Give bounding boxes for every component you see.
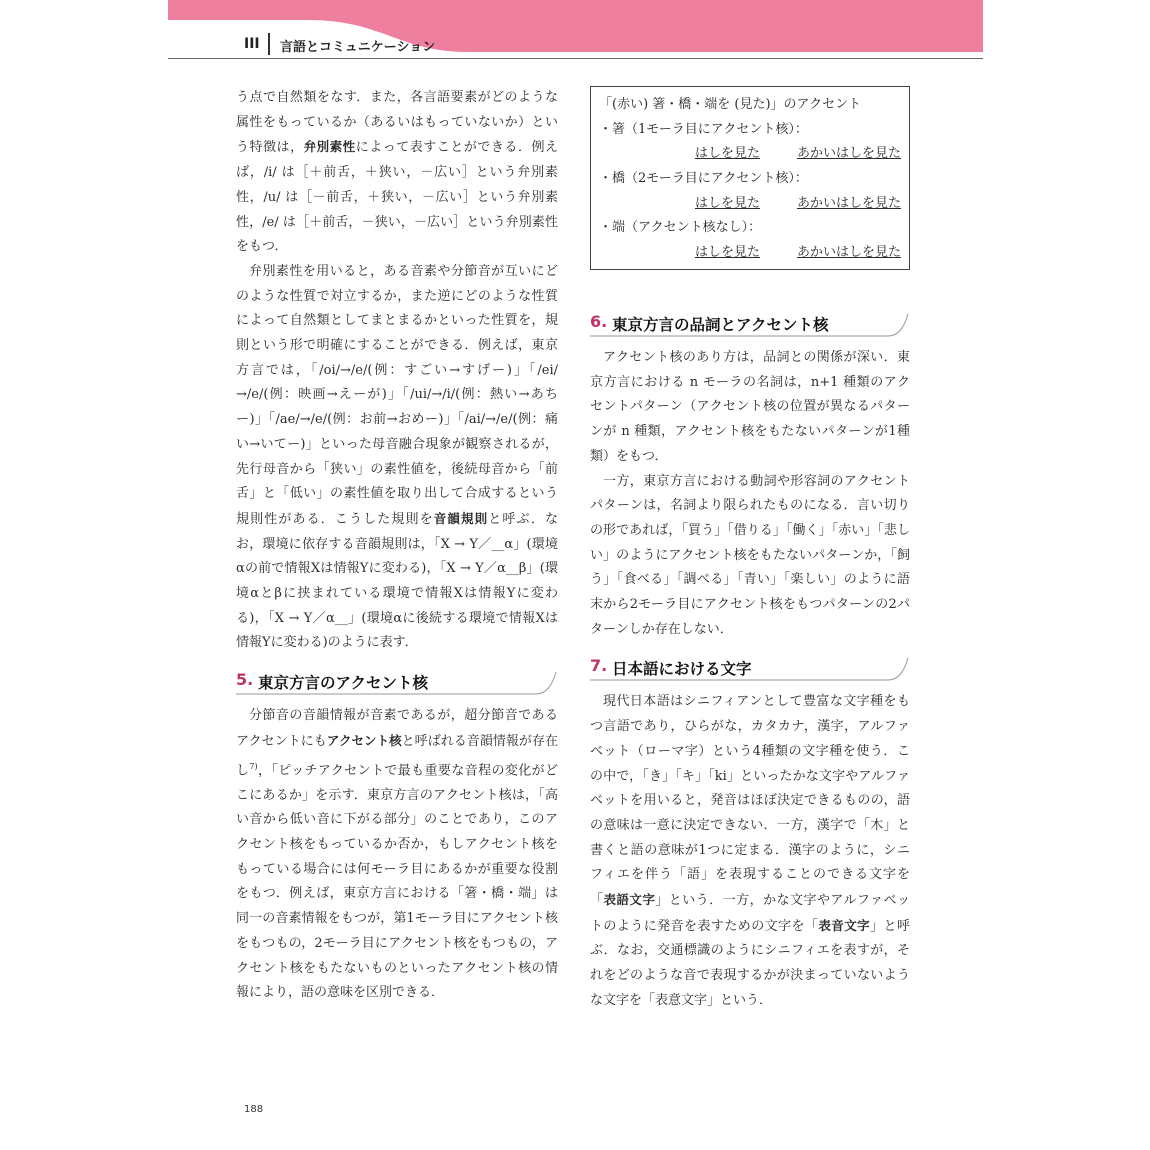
section-heading-5: [236, 666, 558, 696]
section-heading-6: [590, 308, 910, 338]
example-phrase: あかいはしを見た: [797, 245, 902, 261]
example-word: はしを見た: [695, 195, 761, 211]
term-distinctive-feature: 弁別素性: [303, 139, 356, 155]
footnote-ref: 7): [249, 761, 258, 771]
paragraph-writing-systems: 現代日本語はシニフィアンとして豊富な文字種をもつ言語であり，ひらがな，カタカナ，漢字，アルファベット（ローマ字）という4種類の文字種を使う．この中で，「き」「キ」「ki」といったかな文字やアルファベットを用いると，発音はほぼ決定できるものの，語の意味は一意に決定できない．一方，漢字で「木」と書くと語の意味が1つに定まる．漢字のように，シニフィエを伴う「語」を表現することのできる文字を「表語文字」という．一方，かな文字やアルファベットのように発音を表すための文字を「表音文字」と呼ぶ．なお，交通標識のようにシニフィエを表すが，それをどのような音で表現するかが決まっていないような文字を「表意文字」という．: [590, 694, 910, 1008]
section-title: 日本語における文字: [612, 660, 752, 679]
section-title: 東京方言のアクセント核: [258, 674, 429, 693]
term-phonological-rule: 音韻規則: [433, 510, 489, 526]
header-separator: [268, 33, 270, 55]
accent-example-box: [590, 86, 910, 270]
term-accent-nucleus: アクセント核: [326, 732, 402, 748]
paragraph-distinctive-features: う点で自然類をなす．また，各言語要素がどのような属性をもっているか（あるいはもっていないか）という特徴は，弁別素性によって表すことができる．例えば，/i/ は［＋前舌，＋狭い，－広い］という弁別素性，/u/ は［－前舌，＋狭い，－広い］という弁別素性，/e/ は［＋前舌，－狭い，－広い］という弁別素性をもつ．: [236, 90, 558, 255]
example-label: ・端（アクセント核なし）：: [599, 220, 762, 236]
section-number: 7.: [590, 656, 608, 676]
example-word: はしを見た: [695, 245, 761, 261]
box-title: 「(赤い) 箸・橋・端を (見た)」のアクセント: [599, 97, 862, 112]
example-label: ・橋（2モーラ目にアクセント核）：: [599, 171, 808, 187]
paragraph-phonological-rules: 弁別素性を用いると，ある音素や分節音が互いにどのような性質で対立するか，また逆にどのような性質によって自然類としてまとまるかといった性質を，規則という形で明確にすることができる．例えば，東京方言では，「/oi/→/e/(例：すごい→すげー)」「/ei/→/e/(例：映画→えーが)」「/ui/→/i/(例：熱い→あちー)」「/ae/→/e/(例：お前→おめー)」「/ai/→/e/(例：痛い→いてー)」といった母音融合現象が観察されるが，先行母音から「狭い」の素性値を，後続母音から「前舌」と「低い」の素性値を取り出して合成するという規則性がある．こうした規則を音韻規則と呼ぶ．なお，環境に依存する音韻規則は，「X → Y／__α」(環境αの前で情報Xは情報Yに変わる)，「X → Y／α__β」(環境αとβに挟まれている環境で情報Xは情報Yに変わる)，「X → Y／α__」(環境αに後続する環境で情報Xは情報Yに変わる)のように表す．: [236, 263, 558, 651]
header-rule: [168, 58, 983, 59]
page-number: 188: [244, 1104, 264, 1115]
example-phrase: あかいはしを見た: [797, 195, 902, 211]
chapter-title: 言語とコミュニケーション: [280, 40, 436, 55]
paragraph-accent-nucleus: 分節音の音韻情報が音素であるが，超分節音であるアクセントにもアクセント核と呼ばれる音韻情報が存在し$^{7)}$，「ピッチアクセントで最も重要な音程の変化がどこにあるか」を示す．東京方言のアクセント核は，「高い音から低い音に下がる部分」のことであり，このアクセント核をもっているか否か，もしアクセント核をもっている場合には何モーラ目にあるかが重要な役割をもつ．例えば，東京方言における「箸・橋・端」は同一の音素情報をもつが，第1モーラ目にアクセント核をもつもの，2モーラ目にアクセント核をもつもの，アクセント核をもたないものといったアクセント核の情報により，語の意味を区別できる．: [236, 708, 558, 1001]
example-word: はしを見た: [695, 146, 761, 162]
section-title: 東京方言の品詞とアクセント核: [612, 316, 829, 334]
example-row: [599, 192, 901, 217]
term-phonogram: 表音文字: [818, 917, 871, 933]
section-heading-7: [590, 652, 910, 682]
part-number: III: [244, 36, 260, 52]
paragraph-verb-accent: 一方，東京方言における動詞や形容詞のアクセントパターンは，名詞より限られたものになる．言い切りの形であれば，「買う」「借りる」「働く」「赤い」「悲しい」のようにアクセント核をもたないパターンか，「飼う」「食べる」「調べる」「青い」「楽しい」のように語末から2モーラ目にアクセント核をもつパターンの2パターンしか存在しない．: [590, 473, 910, 637]
example-row: [599, 142, 901, 167]
right-column: [590, 86, 910, 1014]
example-row: [599, 241, 901, 266]
example-label: ・箸（1モーラ目にアクセント核）：: [599, 121, 808, 137]
paragraph-noun-accent: アクセント核のあり方は，品詞との関係が深い．東京方言における n モーラの名詞は，n+1 種類のアクセントパターン（アクセント核の位置が異なるパターンが n 種類，アクセント核をもたないパターンが1種類）をもつ．: [590, 350, 910, 464]
section-number: 6.: [590, 312, 608, 331]
term-logogram: 表語文字: [603, 892, 656, 908]
section-number: 5.: [236, 670, 254, 690]
example-phrase: あかいはしを見た: [797, 146, 902, 162]
left-column: [236, 86, 558, 1006]
